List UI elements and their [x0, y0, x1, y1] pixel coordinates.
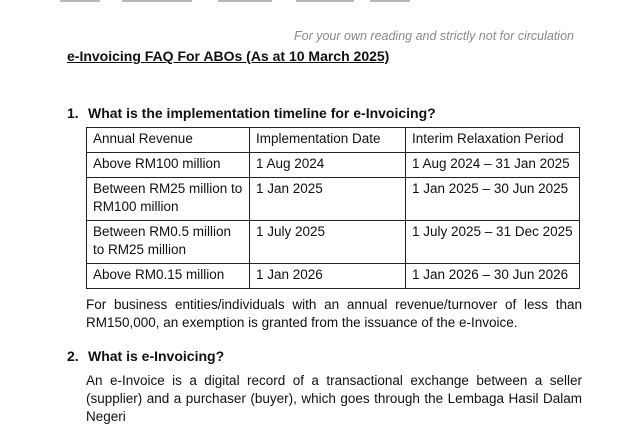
question-1	[67, 105, 436, 121]
question-number: 1.	[67, 105, 79, 121]
cell-period: 1 Aug 2024 – 31 Jan 2025	[406, 153, 580, 178]
question-text: What is the implementation timeline for e-Invoicing?	[88, 105, 436, 121]
document-title: e-Invoicing FAQ For ABOs (As at 10 March 2025)	[67, 48, 390, 64]
table-row	[87, 178, 580, 221]
header-interim-relaxation: Interim Relaxation Period	[406, 128, 580, 153]
cropped-text-fragments	[60, 0, 420, 3]
cell-date: 1 July 2025	[250, 221, 406, 264]
cell-revenue: Above RM0.15 million	[87, 264, 250, 289]
header-implementation-date: Implementation Date	[250, 128, 406, 153]
cell-period: 1 July 2025 – 31 Dec 2025	[406, 221, 580, 264]
cell-date: 1 Aug 2024	[250, 153, 406, 178]
table-row	[87, 264, 580, 289]
cell-date: 1 Jan 2025	[250, 178, 406, 221]
circulation-note: For your own reading and strictly not for circulation	[294, 29, 574, 43]
cell-date: 1 Jan 2026	[250, 264, 406, 289]
exemption-note: For business entities/individuals with an annual revenue/turnover of less than RM150,000, an exemption is granted from the issuance of the e-Invoice.	[86, 297, 582, 330]
implementation-timeline-table	[86, 127, 580, 289]
cell-revenue: Between RM25 million to RM100 million	[87, 178, 250, 221]
answer-2-paragraph: An e-Invoice is a digital record of a transactional exchange between a seller (supplier) and a purchaser (buyer), which goes through the Lembaga Hasil Dalam Negeri	[86, 373, 582, 424]
question-text: What is e-Invoicing?	[88, 348, 225, 364]
table-header-row	[87, 128, 580, 153]
cell-period: 1 Jan 2025 – 30 Jun 2025	[406, 178, 580, 221]
question-2	[67, 348, 224, 364]
table-row	[87, 153, 580, 178]
cell-period: 1 Jan 2026 – 30 Jun 2026	[406, 264, 580, 289]
cell-revenue: Above RM100 million	[87, 153, 250, 178]
question-number: 2.	[67, 348, 79, 364]
cell-revenue: Between RM0.5 million to RM25 million	[87, 221, 250, 264]
table-row	[87, 221, 580, 264]
header-annual-revenue: Annual Revenue	[87, 128, 250, 153]
